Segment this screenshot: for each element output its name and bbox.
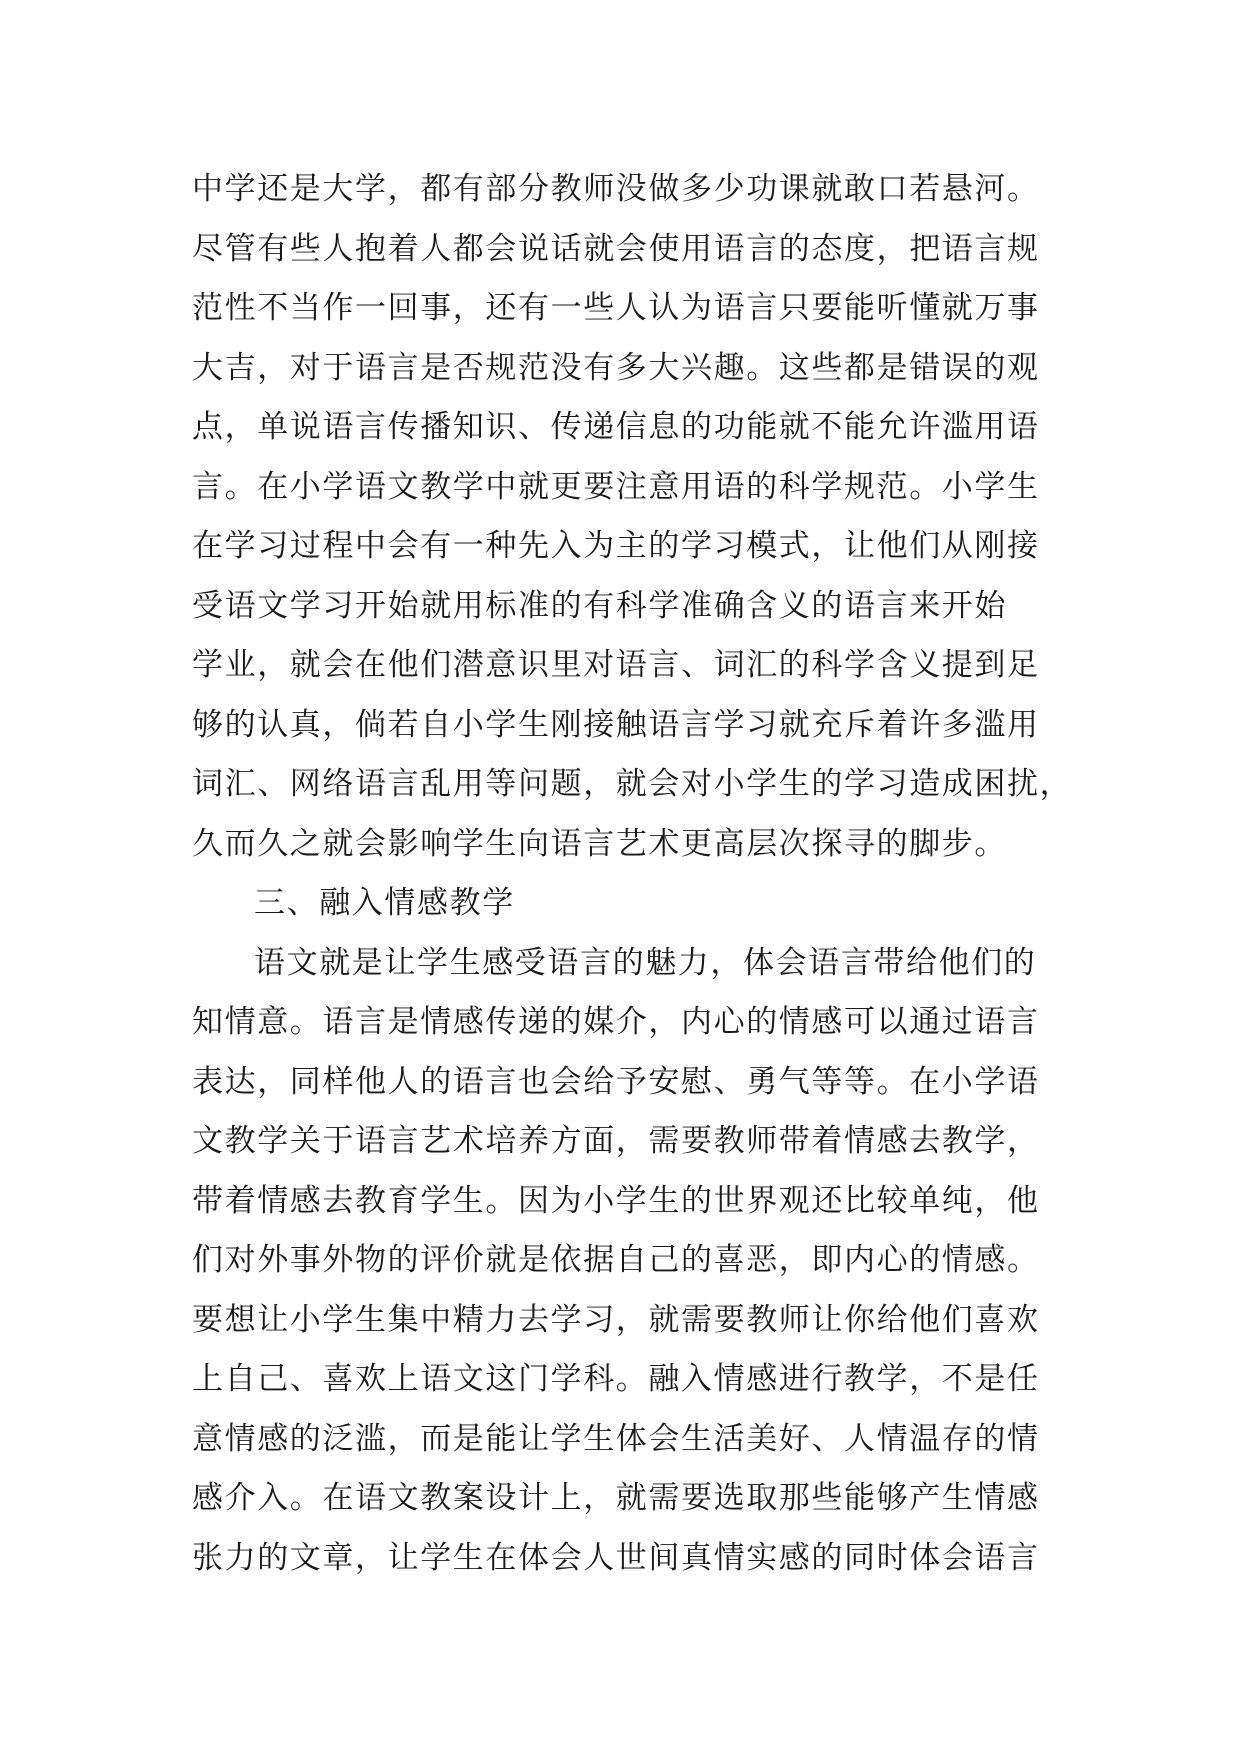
text-line: 语文就是让学生感受语言的魅力，体会语言带给他们的 bbox=[254, 944, 1037, 981]
text-line: 范性不当作一回事，还有一些人认为语言只要能听懂就万事 bbox=[192, 290, 1040, 326]
text-line: 张力的文章，让学生在体会人世间真情实感的同时体会语言 bbox=[192, 1539, 1040, 1576]
text-line: 表达，同样他人的语言也会给予安慰、勇气等等。在小学语 bbox=[192, 1063, 1040, 1100]
text-line: 带着情感去教育学生。因为小学生的世界观还比较单纯，他 bbox=[192, 1182, 1040, 1219]
text-line: 学业，就会在他们潜意识里对语言、词汇的科学含义提到足 bbox=[192, 647, 1040, 683]
section-heading: 三、融入情感教学 bbox=[254, 885, 515, 921]
text-line: 受语文学习开始就用标准的有科学准确含义的语言来开始 bbox=[192, 587, 1007, 624]
text-line: 够的认真，倘若自小学生刚接触语言学习就充斥着许多滥用 bbox=[192, 706, 1040, 743]
text-line: 点，单说语言传播知识、传递信息的功能就不能允许滥用语 bbox=[192, 409, 1040, 445]
text-line: 词汇、网络语言乱用等问题，就会对小学生的学习造成困扰， bbox=[192, 766, 1073, 802]
text-line: 言。在小学语文教学中就更要注意用语的科学规范。小学生 bbox=[192, 468, 1040, 505]
text-line: 尽管有些人抱着人都会说话就会使用语言的态度，把语言规 bbox=[192, 230, 1040, 267]
text-line: 要想让小学生集中精力去学习，就需要教师让你给他们喜欢 bbox=[192, 1301, 1040, 1338]
body-text bbox=[192, 160, 1072, 1588]
text-line: 们对外事外物的评价就是依据自己的喜恶，即内心的情感。 bbox=[192, 1242, 1040, 1278]
text-line: 久而久之就会影响学生向语言艺术更高层次探寻的脚步。 bbox=[192, 825, 1007, 862]
text-line: 文教学关于语言艺术培养方面，需要教师带着情感去教学， bbox=[192, 1123, 1040, 1159]
text-line: 大吉，对于语言是否规范没有多大兴趣。这些都是错误的观 bbox=[192, 349, 1040, 386]
text-line: 上自己、喜欢上语文这门学科。融入情感进行教学，不是任 bbox=[192, 1361, 1040, 1397]
text-line: 在学习过程中会有一种先入为主的学习模式，让他们从刚接 bbox=[192, 528, 1040, 564]
text-line: 感介入。在语文教案设计上，就需要选取那些能够产生情感 bbox=[192, 1480, 1040, 1516]
text-line: 知情意。语言是情感传递的媒介，内心的情感可以通过语言 bbox=[192, 1004, 1040, 1040]
text-line: 意情感的泛滥，而是能让学生体会生活美好、人情温存的情 bbox=[192, 1420, 1040, 1457]
text-line: 中学还是大学，都有部分教师没做多少功课就敢口若悬河。 bbox=[192, 171, 1040, 207]
